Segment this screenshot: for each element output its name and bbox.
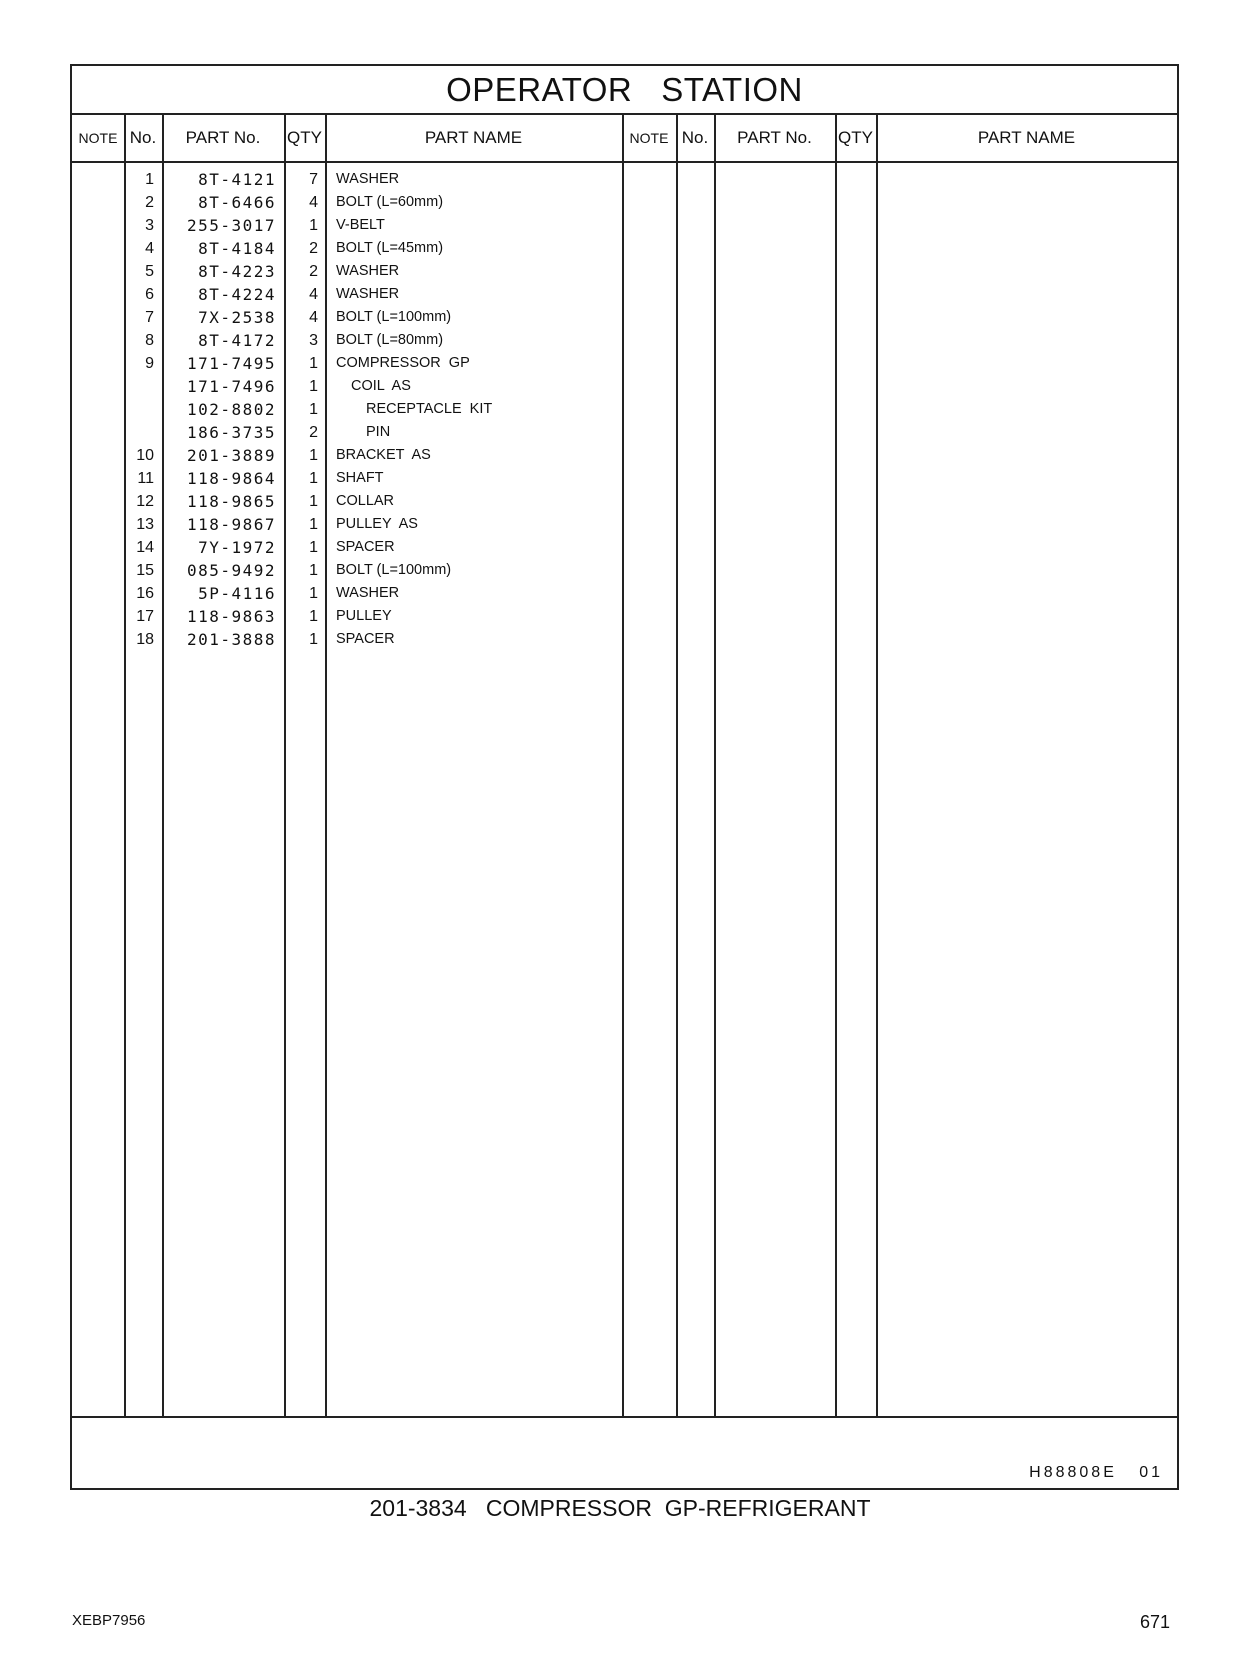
header-qty-right: QTY (838, 128, 873, 147)
header-part-name: PART NAME (424, 128, 523, 147)
quantity: 3 (309, 332, 318, 349)
table-row (72, 513, 622, 536)
table-row (72, 628, 622, 651)
illustration-code: H88808E 01 (1029, 1464, 1163, 1481)
table-row (72, 283, 622, 306)
part-number: 8T-4121 (198, 170, 276, 189)
part-number: 8T-4184 (198, 239, 276, 258)
part-name: PULLEY (336, 608, 392, 624)
row-number: 17 (136, 608, 154, 625)
row-number: 7 (145, 309, 154, 326)
part-number: 118-9863 (186, 607, 276, 626)
quantity: 4 (309, 194, 318, 211)
header-part-no: PART No. (185, 128, 261, 147)
quantity: 1 (309, 585, 318, 602)
part-name: SHAFT (336, 470, 384, 486)
part-name: BOLT (L=60mm) (336, 194, 444, 210)
table-row (72, 352, 622, 375)
part-name: WASHER (336, 263, 400, 279)
part-name: BOLT (L=100mm) (336, 309, 452, 325)
quantity: 1 (309, 493, 318, 510)
table-bottom-divider (72, 1416, 1177, 1418)
header-part-name-right: PART NAME (977, 128, 1076, 147)
quantity: 1 (309, 631, 318, 648)
part-number: 7X-2538 (198, 308, 276, 327)
row-number: 18 (136, 631, 154, 648)
row-number: 14 (136, 539, 154, 556)
part-number: 118-9865 (186, 492, 276, 511)
quantity: 7 (309, 171, 318, 188)
header-note: NOTE (78, 130, 118, 146)
quantity: 1 (309, 378, 318, 395)
part-name: SPACER (336, 631, 395, 647)
part-number: 201-3889 (186, 446, 276, 465)
part-name: BOLT (L=100mm) (336, 562, 452, 578)
part-number: 8T-4224 (198, 285, 276, 304)
table-row (72, 214, 622, 237)
table-row (72, 421, 622, 444)
table-row (72, 168, 622, 191)
quantity: 1 (309, 447, 318, 464)
header-no: No. (129, 128, 157, 147)
part-number: 5P-4116 (198, 584, 276, 603)
part-name: COLLAR (336, 493, 395, 509)
part-name: COIL AS (351, 378, 411, 394)
part-number: 8T-4172 (198, 331, 276, 350)
header-note-right: NOTE (629, 130, 669, 146)
row-number: 12 (136, 493, 154, 510)
part-name: PULLEY AS (336, 516, 418, 532)
row-number: 6 (145, 286, 154, 303)
row-number: 1 (145, 171, 154, 188)
part-name: WASHER (336, 286, 400, 302)
quantity: 1 (309, 470, 318, 487)
part-name: BOLT (L=45mm) (336, 240, 444, 256)
parts-list-frame (70, 64, 1179, 1490)
table-row (72, 490, 622, 513)
header-part-no-right: PART No. (737, 128, 812, 147)
section-title: OPERATOR STATION (446, 71, 803, 108)
document-id: XEBP7956 (72, 1612, 146, 1629)
table-row (72, 237, 622, 260)
table-row (72, 559, 622, 582)
part-name: BOLT (L=80mm) (336, 332, 444, 348)
column-divider (876, 114, 878, 1416)
table-row (72, 329, 622, 352)
part-name: WASHER (336, 585, 400, 601)
quantity: 1 (309, 516, 318, 533)
header-qty: QTY (287, 128, 322, 147)
part-number: 171-7496 (186, 377, 276, 396)
part-number: 102-8802 (186, 400, 276, 419)
quantity: 2 (309, 424, 318, 441)
table-row (72, 536, 622, 559)
part-number: 7Y-1972 (198, 538, 276, 557)
row-number: 8 (145, 332, 154, 349)
quantity: 2 (309, 263, 318, 280)
row-number: 5 (145, 263, 154, 280)
table-row (72, 605, 622, 628)
column-divider (835, 114, 837, 1416)
table-row (72, 582, 622, 605)
part-name: RECEPTACLE KIT (366, 401, 493, 417)
part-name: BRACKET AS (336, 447, 431, 463)
quantity: 1 (309, 608, 318, 625)
part-name: V-BELT (336, 217, 385, 233)
table-row (72, 306, 622, 329)
row-number: 13 (136, 516, 154, 533)
quantity: 1 (309, 217, 318, 234)
row-number: 2 (145, 194, 154, 211)
row-number: 11 (137, 470, 154, 487)
quantity: 1 (309, 539, 318, 556)
header-no-right: No. (681, 128, 709, 147)
quantity: 4 (309, 286, 318, 303)
row-number: 15 (136, 562, 154, 579)
quantity: 1 (309, 401, 318, 418)
part-name: WASHER (336, 171, 400, 187)
part-number: 255-3017 (186, 216, 276, 235)
page-number: 671 (1139, 1612, 1170, 1632)
column-divider (714, 114, 716, 1416)
quantity: 2 (309, 240, 318, 257)
quantity: 1 (309, 355, 318, 372)
column-divider (622, 114, 624, 1416)
part-name: SPACER (336, 539, 395, 555)
part-number: 201-3888 (186, 630, 276, 649)
row-number: 4 (145, 240, 154, 257)
row-number: 9 (145, 355, 154, 372)
quantity: 4 (309, 309, 318, 326)
table-row (72, 444, 622, 467)
table-row (72, 467, 622, 490)
group-title: 201-3834 COMPRESSOR GP-REFRIGERANT (369, 1495, 871, 1521)
row-number: 3 (145, 217, 154, 234)
part-number: 118-9867 (186, 515, 276, 534)
part-number: 186-3735 (186, 423, 276, 442)
table-row (72, 260, 622, 283)
part-number: 8T-6466 (198, 193, 276, 212)
table-row (72, 191, 622, 214)
table-row (72, 398, 622, 421)
row-number: 16 (136, 585, 154, 602)
column-divider (676, 114, 678, 1416)
part-number: 085-9492 (186, 561, 276, 580)
part-number: 8T-4223 (198, 262, 276, 281)
part-number: 171-7495 (186, 354, 276, 373)
part-number: 118-9864 (186, 469, 276, 488)
part-name: COMPRESSOR GP (336, 355, 470, 371)
part-name: PIN (366, 424, 391, 440)
row-number: 10 (136, 447, 154, 464)
table-row (72, 375, 622, 398)
quantity: 1 (309, 562, 318, 579)
